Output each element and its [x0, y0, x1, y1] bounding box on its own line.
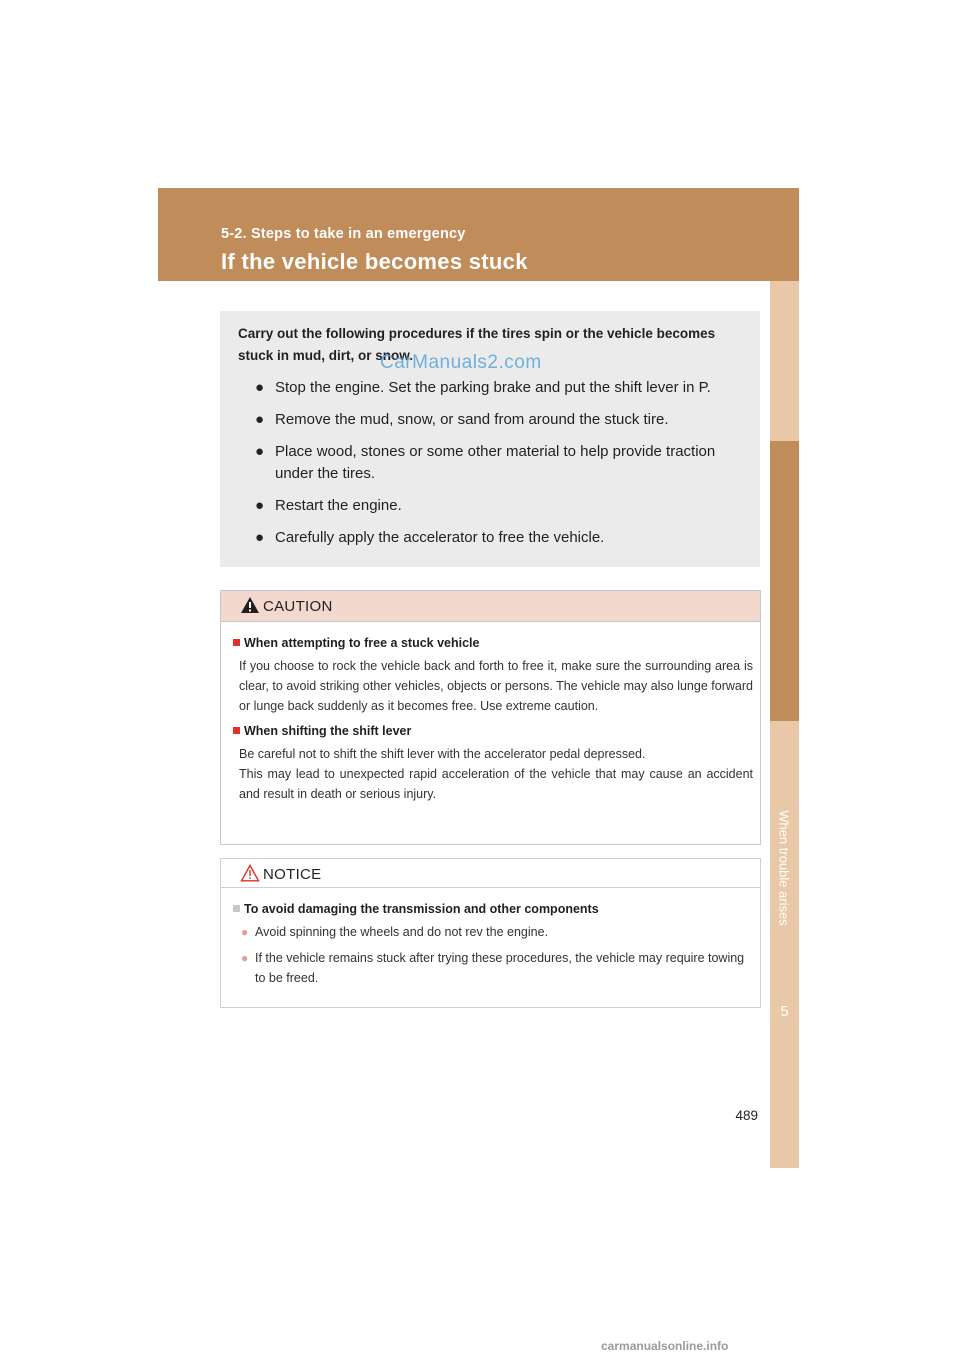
header-band [158, 188, 799, 281]
pink-circle-bullet-icon: ● [241, 925, 249, 939]
side-tab-active [770, 441, 799, 721]
watermark-top: CarManuals2.com [380, 352, 542, 373]
caution-label: CAUTION [263, 598, 333, 615]
pink-circle-bullet-icon: ● [241, 951, 249, 965]
side-tab [770, 281, 799, 1168]
notice-label: NOTICE [263, 866, 322, 883]
notice-item: ● If the vehicle remains stuck after trying these procedures, the vehicle may require towing to be freed. [233, 948, 753, 988]
caution-paragraph: Be careful not to shift the shift lever with the accelerator pedal depressed. [239, 747, 646, 761]
red-square-icon [233, 639, 240, 646]
intro-text: Carry out the following procedures if the tires spin or the vehicle becomes stuck in mud, dirt, or snow. [238, 326, 716, 363]
step-item: ● Stop the engine. Set the parking brake and put the shift lever in P. [255, 377, 742, 399]
page-title: If the vehicle becomes stuck [221, 249, 528, 274]
black-circle-bullet-icon: ● [255, 411, 265, 428]
page-number: 489 [735, 1108, 758, 1123]
warning-triangle-icon [240, 596, 260, 614]
section-label: 5-2. Steps to take in an emergency [221, 226, 466, 242]
step-item: ● Place wood, stones or some other material to help provide traction under the tires. [255, 443, 716, 482]
notice-heading: To avoid damaging the transmission and other components [233, 900, 753, 918]
step-item: ● Remove the mud, snow, or sand from around the stuck tire. [255, 409, 742, 431]
notice-header [221, 859, 760, 888]
caution-header [221, 591, 760, 622]
caution-paragraph: If you choose to rock the vehicle back and forth to free it, make sure the surrounding area is clear, to avoid striking other vehicles, objects or persons. The vehicle may also lunge forward or lunge back suddenly as it becomes free. Use extreme caution. [239, 659, 753, 713]
caution-heading: When attempting to free a stuck vehicle [233, 634, 753, 652]
caution-body [221, 622, 760, 804]
caution-box [220, 590, 761, 845]
caution-paragraph: This may lead to unexpected rapid acceleration of the vehicle that may cause an accident and result in death or serious injury. [239, 767, 753, 801]
black-circle-bullet-icon: ● [255, 529, 265, 546]
caution-heading: When shifting the shift lever [233, 722, 753, 740]
black-circle-bullet-icon: ● [255, 443, 265, 460]
watermark-bottom: carmanualsonline.info [601, 1339, 729, 1353]
notice-box [220, 858, 761, 1008]
black-circle-bullet-icon: ● [255, 497, 265, 514]
notice-item: ● Avoid spinning the wheels and do not rev the engine. [233, 922, 753, 942]
red-square-icon [233, 727, 240, 734]
side-tab-label: When trouble arises [776, 810, 792, 926]
warning-triangle-outline-icon [240, 864, 260, 882]
side-tab-number: 5 [780, 1003, 789, 1020]
step-item: ● Carefully apply the accelerator to free the vehicle. [255, 527, 742, 549]
step-item: ● Restart the engine. [255, 495, 742, 517]
intro-box [220, 311, 760, 567]
notice-body [221, 888, 760, 988]
gray-square-icon [233, 905, 240, 912]
step-list [238, 377, 742, 549]
black-circle-bullet-icon: ● [255, 379, 265, 396]
